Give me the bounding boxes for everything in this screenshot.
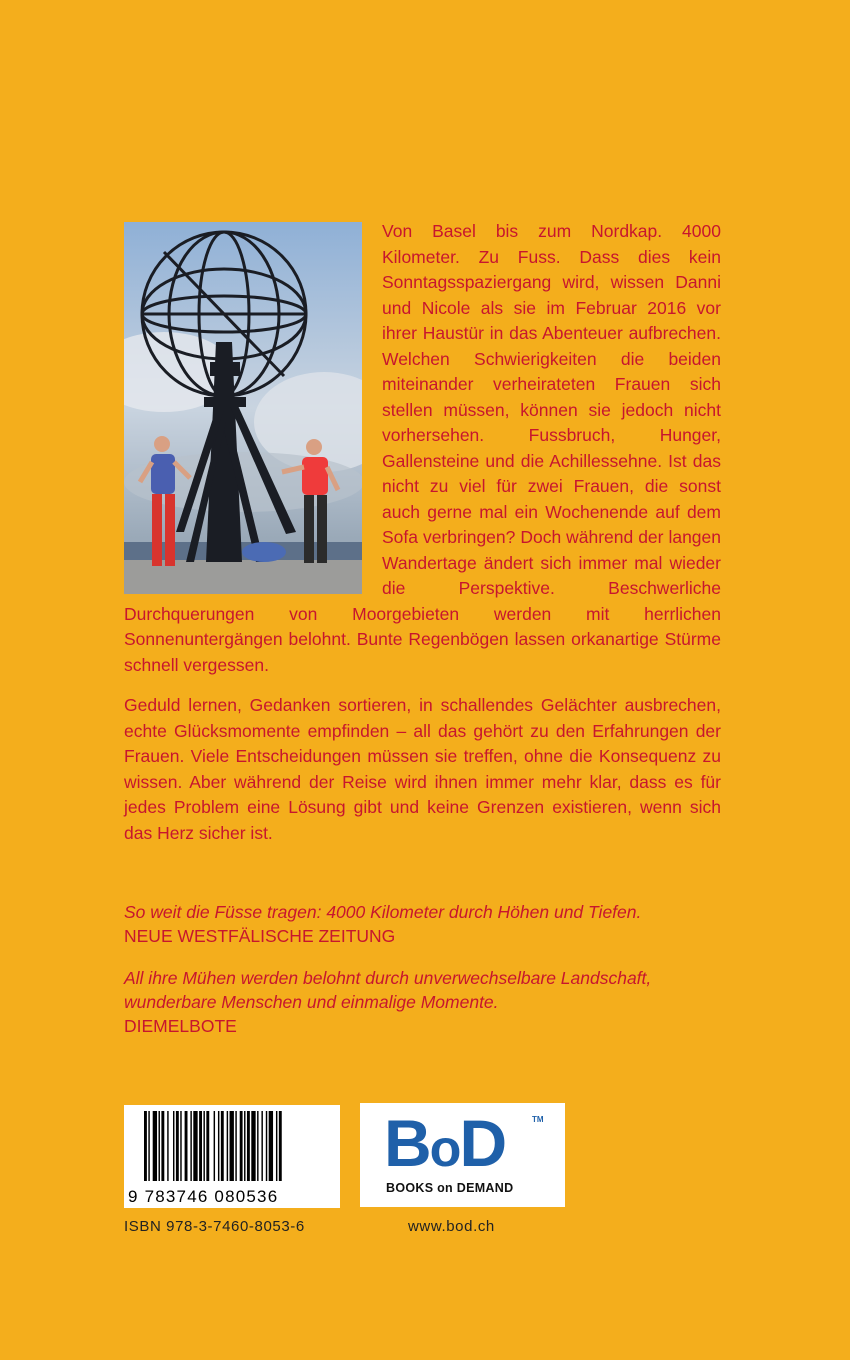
barcode-bars (144, 1111, 282, 1181)
quote-source: DIEMELBOTE (124, 1016, 237, 1036)
quote-text: So weit die Füsse tragen: 4000 Kilometer durch Höhen und Tiefen. (124, 902, 642, 922)
publisher-website[interactable]: www.bod.ch (408, 1218, 495, 1235)
logo-b: B (384, 1106, 430, 1180)
publisher-subtitle: BOOKS on DEMAND (386, 1181, 514, 1195)
barcode (124, 1105, 340, 1208)
quote-text: All ihre Mühen werden belohnt durch unverwechselbare Landschaft, wunderbare Menschen und einmalige Momente. (124, 968, 652, 1012)
press-quote (124, 966, 724, 1038)
publisher-logo (360, 1103, 565, 1207)
blurb-paragraph-2: Geduld lernen, Gedanken sortieren, in schallendes Gelächter ausbrechen, echte Glücksmomente empfinden – all das gehört zu den Erfahrungen der Frauen. Viele Entscheidungen müssen sie treffen, ohne die Konsequenz zu wissen. Aber während der Reise wird ihnen immer mehr klar, dass es für jedes Problem eine Lösung gibt und keine Grenzen existieren, wenn sich das Herz sicher ist. (124, 695, 721, 843)
blurb-text (124, 219, 721, 846)
logo-o: o (429, 1120, 460, 1178)
blurb-paragraph-1: Von Basel bis zum Nordkap. 4000 Kilometer. Zu Fuss. Dass dies kein Sonntagsspaziergang wird, wissen Danni und Nicole als sie im Februar 2016 vor ihrer Haustür in das Abenteuer aufbrechen. Welchen Schwierigkeiten die beiden miteinander verheirateten Frauen sich stellen müssen, können sie jedoch nicht vorhersehen. Fussbruch, Hunger, Gallensteine und die Achillessehne. Ist das nicht zu viel für zwei Frauen, die sonst auch gerne mal ein Wochenende auf dem Sofa verbringen? Doch während der langen Wandertage ändert sich immer mal wieder die Perspektive. Beschwerliche Durchquerungen von Moorgebieten werden mit herrlichen Sonnenuntergängen belohnt. Bunte Regenbögen lassen orkanartige Stürme schnell vergessen. (124, 221, 721, 675)
quote-source: NEUE WESTFÄLISCHE ZEITUNG (124, 926, 396, 946)
barcode-digits: 9 783746 080536 (128, 1187, 279, 1206)
bod-logo-text (384, 1107, 505, 1185)
isbn: ISBN 978-3-7460-8053-6 (124, 1218, 305, 1235)
logo-d: D (459, 1106, 506, 1180)
trademark: TM (532, 1115, 544, 1124)
press-quote (124, 900, 724, 948)
press-quotes (124, 900, 724, 1056)
